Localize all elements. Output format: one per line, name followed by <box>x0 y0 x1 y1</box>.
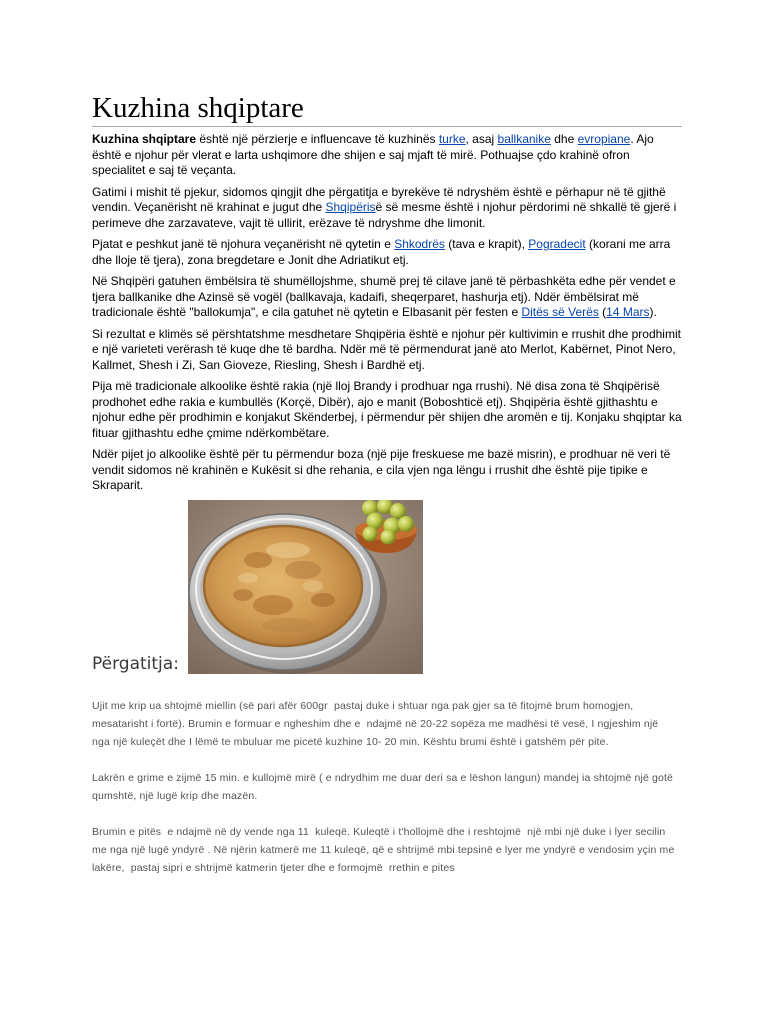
pie-spot <box>311 593 335 607</box>
text-run: , asaj <box>465 132 498 146</box>
link-dites-se-veres[interactable]: Ditës së Verës <box>521 305 599 319</box>
olive <box>381 529 396 544</box>
bold-term: Kuzhina shqiptare <box>92 132 197 146</box>
text-run: Pjatat e peshkut janë të njohura veçanërisht në qytetin e <box>92 237 395 251</box>
pie-spot <box>262 618 314 632</box>
text-run: dhe <box>550 132 578 146</box>
paragraph-fish <box>92 237 682 268</box>
text-run: (tava e krapit), <box>444 237 529 251</box>
text-run: Gatimi i mishit të pjekur, sidomos qingjit dhe përgatitja e byrekëve të ndryshëm është e përhapur në të gjithë vendin. Veçanërisht në krahinat e jugut dhe <box>92 184 666 214</box>
link-shqiperis[interactable]: Shqipëris <box>325 200 376 214</box>
pie-spot <box>285 561 321 579</box>
pie-highlight <box>303 580 323 592</box>
pie-spot <box>244 552 272 568</box>
text-run: është një përzierje e influencave të kuzhinës <box>196 132 439 146</box>
page-title: Kuzhina shqiptare <box>92 92 682 127</box>
link-14-mars[interactable]: 14 Mars <box>606 305 650 319</box>
text-run: Në Shqipëri gatuhen ëmbëlsira të shumëllojshme, shumë prej të cilave janë të përbashkëta edhe për vendet e tjera ballkanike dhe Azinsë së vogël (ballkavaja, kadaifi, sheqerparet, hashurja etj). Ndër ëmbëlsirat më tradicionale është "ballokumja", e cila gatuhet në qytetin e Elbasanit për festen e <box>92 274 676 319</box>
paragraph-intro <box>92 132 682 179</box>
link-ballkanike[interactable]: ballkanike <box>497 132 551 146</box>
text-run: ). <box>649 305 657 319</box>
article-page <box>92 92 682 877</box>
pie-spot <box>253 595 293 615</box>
link-shkodres[interactable]: Shkodrës <box>394 237 445 251</box>
heading-photo-row <box>92 500 682 674</box>
paragraph-soft-drinks: Ndër pijet jo alkoolike është për tu përmendur boza (një pije freskuese me bazë misrin), e prodhuar në veri të vendit sidomos në krahinën e Kukësit si dhe rehania, e cila vjen nga lëngu i rrushit dhe është pije tipike e Skraparit. <box>92 447 671 492</box>
pie-spot <box>233 589 253 601</box>
link-evropiane[interactable]: evropiane <box>577 132 631 146</box>
recipe-step-dough: Ujit me krip ua shtojmë miellin (së pari afër 600gr pastaj duke i shtuar nga pak gjer sa të fitojmë brum homogjen, mesatarisht i fortë). Brumin e formuar e ngheshim dhe e ndajmë në 20-22 sopëza me madhësi të vesë, I ngjeshim një nga një kuleçët dhe I lëmë te mbuluar me picetë kuzhine 10- 20 min. Kështu brumi është i gatshëm për pite. <box>92 699 662 748</box>
olive <box>363 526 378 541</box>
olive <box>398 516 414 532</box>
recipe-step-assembly: Brumin e pitës e ndajmë në dy vende nga 11 kuleqë. Kuleqtë i t'hollojmë dhe i reshtojmë një mbi një duke i lyer secilin me nga një lugë yndyrë . Në njërin katmerë me 11 kuleqë, që e shtrijmë mbi tepsinë e lyer me yndyrë e vendosim yçin me lakëre, pastaj sipri e shtrijmë katmerin tjeter dhe e formojmë rrethin e pites <box>92 825 678 874</box>
recipe-step-cabbage: Lakrën e grime e zijmë 15 min. e kullojmë mirë ( e ndrydhim me duar deri sa e lëshon langun) mandej ia shtojmë një gotë qumshtë, një lugë krip dhe mazën. <box>92 771 677 802</box>
pie-highlight <box>266 542 310 558</box>
preparation-heading: Përgatitja: <box>92 653 179 674</box>
text-run: ( <box>598 305 607 319</box>
paragraph-sweets <box>92 274 682 321</box>
food-photo <box>188 500 423 674</box>
pie-highlight <box>238 573 258 583</box>
text-run: ë së mesme është i njohur përdorimi në shkallë të gjerë i perimeve dhe zarzavateve, vajit të ullirit, erëzave të ndryshme dhe limonit. <box>92 200 677 230</box>
paragraph-meat <box>92 185 682 232</box>
text-run: . Ajo është e njohur për vlerat e larta ushqimore dhe shijen e saj mjaft të mirë. Pothuajse çdo krahinë ofron specialitet e saj të veçanta. <box>92 132 654 177</box>
link-turke[interactable]: turke <box>438 132 466 146</box>
text-run: (korani me arra dhe lloje të tjera), zona bregdetare e Jonit dhe Adriatikut etj. <box>92 237 671 267</box>
paragraph-wine: Si rezultat e klimës së përshtatshme mesdhetare Shqipëria është e njohur për kultivimin e rrushit dhe prodhimit e një varieteti verërash të kuqe dhe të bardha. Ndër më të përmendurat janë ato Merlot, Kabërnet, Pinot Nero, Kallmet, Shesh i Zi, San Gioveze, Riesling, Shesh i Bardhë etj. <box>92 326 681 372</box>
link-pogradecit[interactable]: Pogradecit <box>528 237 586 251</box>
paragraph-spirits: Pija më tradicionale alkoolike është rakia (një lloj Brandy i prodhuar nga rrushi). Në disa zona të Shqipërisë prodhohet edhe rakia e kumbullës (Korçë, Dibër), ajo e manit (Boboshticë etj). Shqipëria është gjithashtu e njohur edhe për prodhimin e konjakut Skënderbej, i përmendur për shijen dhe aromën e tij. Konjaku shqiptar ka fituar gjithashtu edhe çmime ndërkombëtare. <box>92 379 682 440</box>
